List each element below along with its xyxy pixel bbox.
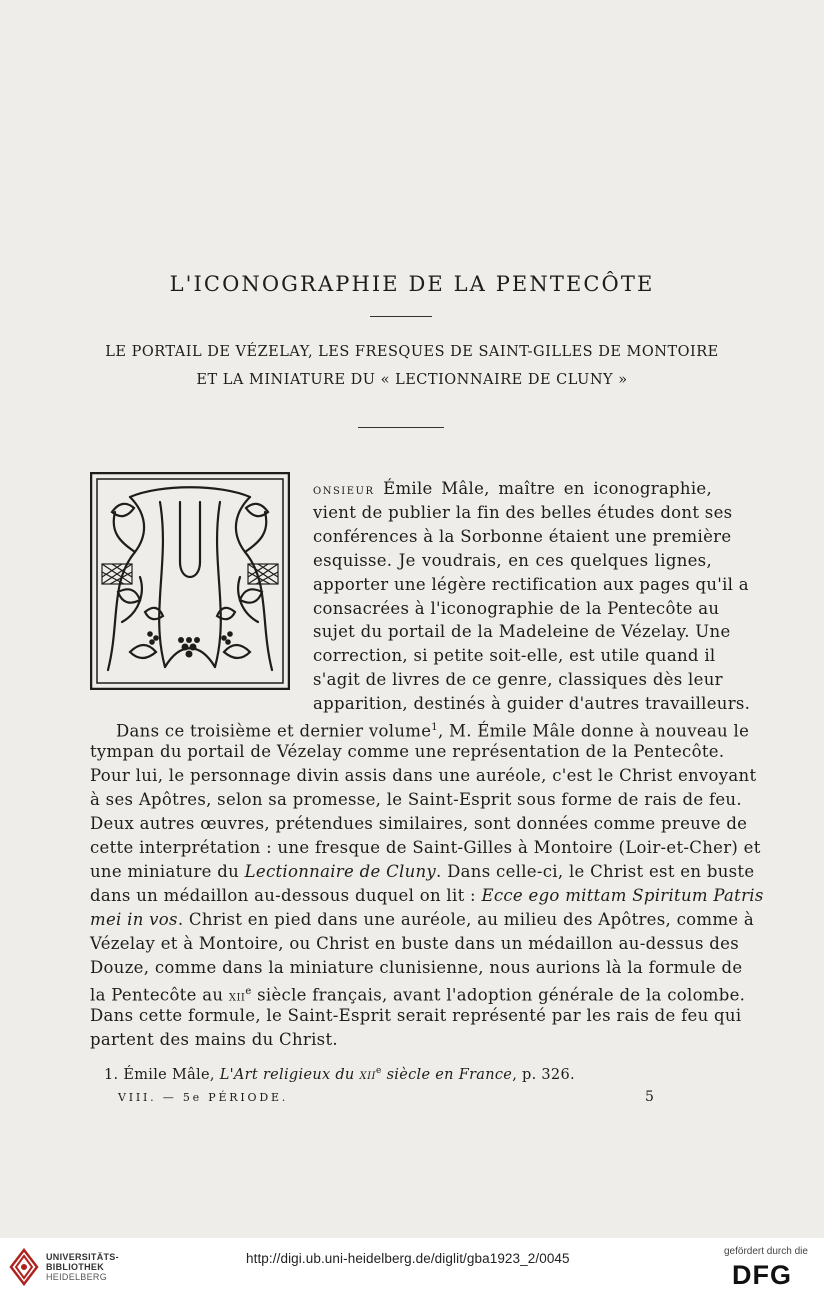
article-subtitle-line1: LE PORTAIL DE VÉZELAY, LES FRESQUES DE SAINT-GILLES DE MONTOIRE: [105, 344, 719, 360]
body-line-3: conférences à la Sorbonne étaient une première: [313, 527, 732, 546]
body-line-11-start: Dans ce troisième et dernier volume: [116, 721, 432, 741]
footnote-title-end: siècle en France: [381, 1066, 513, 1083]
body-line-7: sujet du portail de la Madeleine de Vézelay. Une: [313, 622, 731, 641]
body-first-word: onsieur: [313, 482, 375, 498]
body-line-22-start: la Pentecôte au: [90, 985, 229, 1005]
footnote-title: L'Art religieux du: [219, 1066, 360, 1083]
body-line-4: esquisse. Je voudrais, en ces quelques lignes,: [313, 551, 712, 570]
body-line-10: apparition, destinés à guider d'autres travailleurs.: [313, 694, 751, 713]
body-line-19: [90, 908, 755, 932]
body-line-1-text: Émile Mâle, maître en iconographie,: [383, 479, 713, 498]
body-line-9: s'agit de livres de ce genre, classiques dès leur: [313, 670, 723, 689]
body-line-17-start: une miniature du: [90, 862, 245, 881]
body-line-13: Pour lui, le personnage divin assis dans une auréole, c'est le Christ envoyant: [90, 766, 757, 785]
body-line-17-end: . Dans celle-ci, le Christ est en buste: [436, 862, 755, 881]
article-title: L'ICONOGRAPHIE DE LA PENTECÔTE: [169, 272, 655, 296]
footnote: [104, 1066, 575, 1083]
library-name[interactable]: [46, 1252, 119, 1282]
body-line-16: cette interprétation : une fresque de Saint-Gilles à Montoire (Loir-et-Cher) et: [90, 838, 761, 857]
article-subtitle-line2: ET LA MINIATURE DU « LECTIONNAIRE DE CLUNY »: [196, 372, 628, 388]
body-line-12: tympan du portail de Vézelay comme une représentation de la Pentecôte.: [90, 742, 725, 761]
subtitle-divider: [358, 427, 444, 428]
title-divider: [370, 316, 432, 317]
permalink-url[interactable]: http://digi.ub.uni-heidelberg.de/diglit/gba1923_2/0045: [246, 1251, 570, 1266]
body-line-2: vient de publier la fin des belles études dont ses: [313, 503, 733, 522]
body-line-22-end: siècle français, avant l'adoption générale de la colombe.: [251, 985, 746, 1005]
body-line-5: apporter une légère rectification aux pages qu'il a: [313, 575, 749, 594]
body-line-8: correction, si petite soit-elle, est utile quand il: [313, 646, 716, 665]
footnote-page: , p. 326.: [512, 1066, 575, 1083]
body-line-18-start: dans un médaillon au-dessous duquel on lit :: [90, 886, 482, 905]
body-line-1: [313, 477, 712, 503]
body-line-24: partent des mains du Christ.: [90, 1030, 338, 1049]
footnote-ref-1: 1: [431, 722, 438, 733]
ornamental-dropcap: [90, 472, 290, 690]
footnote-author: Émile Mâle,: [123, 1066, 220, 1083]
century-suffix: e: [245, 986, 252, 997]
latin-quote-part1: Ecce ego mittam Spiritum Patris: [481, 886, 764, 905]
body-line-19-end: . Christ en pied dans une auréole, au milieu des Apôtres, comme à: [177, 910, 755, 929]
library-name-line2: BIBLIOTHEK: [46, 1262, 104, 1272]
body-line-6: consacrées à l'iconographie de la Pentecôte au: [313, 599, 720, 618]
page-number: 5: [645, 1089, 654, 1105]
body-line-15: Deux autres œuvres, prétendues similaires, sont données comme preuve de: [90, 814, 748, 833]
body-line-23: Dans cette formule, le Saint-Esprit serait représenté par les rais de feu qui: [90, 1006, 742, 1025]
body-line-17: [90, 860, 755, 884]
body-line-18: [90, 884, 764, 908]
digitization-footer: [0, 1238, 824, 1297]
funded-by-label: gefördert durch die: [724, 1246, 808, 1257]
footnote-century: xii: [359, 1066, 377, 1083]
lectionnaire-title: Lectionnaire de Cluny: [244, 862, 437, 881]
dfg-logo[interactable]: DFG: [732, 1260, 792, 1290]
century-numeral: xii: [228, 988, 246, 1005]
library-name-line3: HEIDELBERG: [46, 1272, 108, 1282]
signature-mark: VIII. — 5e PÉRIODE.: [118, 1091, 289, 1104]
footnote-century-suffix: e: [376, 1066, 382, 1076]
footnote-number: 1.: [104, 1066, 119, 1083]
library-name-line1: UNIVERSITÄTS-: [46, 1252, 119, 1262]
body-line-14: à ses Apôtres, selon sa promesse, le Saint-Esprit sous forme de rais de feu.: [90, 790, 742, 809]
body-line-20: Vézelay et à Montoire, ou Christ en buste dans un médaillon au-dessus des: [90, 934, 739, 953]
body-line-21: Douze, comme dans la miniature clunisienne, nous aurions là la formule de: [90, 958, 743, 977]
latin-quote-part2: mei in vos: [90, 910, 178, 929]
body-line-11-end: , M. Émile Mâle donne à nouveau le: [437, 721, 750, 741]
university-seal-icon[interactable]: [9, 1248, 39, 1286]
dropcap-illustration: [90, 472, 290, 690]
